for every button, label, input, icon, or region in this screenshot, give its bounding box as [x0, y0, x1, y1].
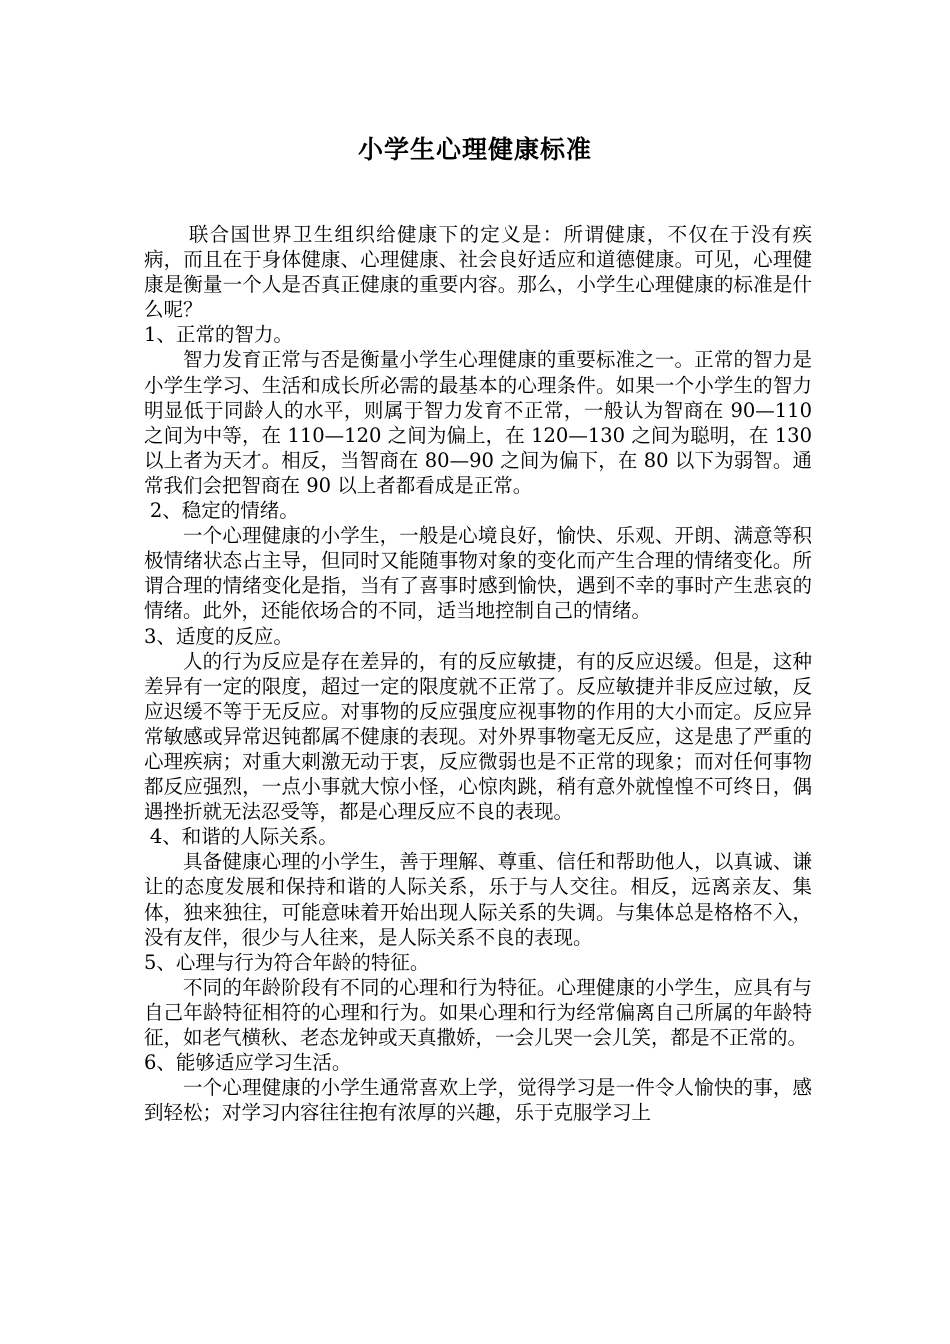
section-heading-4: 4、和谐的人际关系。 — [149, 825, 338, 849]
section-heading-5: 5、心理与行为符合年龄的特征。 — [144, 950, 430, 974]
section-paragraph-1: 智力发育正常与否是衡量小学生心理健康的重要标准之一。正常的智力是小学生学习、生活和成长所必需的最基本的心理条件。如果一个小学生的智力明显低于同龄人的水平，则属于智力发育不正常，一般认为智商在 90—110 之间为中等，在 110—120 之间为偏上，在 120—130 之间为聪明，在 130 以上者为天才。相反，当智商在 80—90 之间为偏下，在 80 以下为弱智。通常我们会把智商在 90 以上者都看成是正常。 — [144, 348, 812, 497]
section-paragraph-3: 人的行为反应是存在差异的，有的反应敏捷，有的反应迟缓。但是，这种差异有一定的限度，超过一定的限度就不正常了。反应敏捷并非反应过敏，反应迟缓不等于无反应。对事物的反应强度应视事物的作用的大小而定。反应异常敏感或异常迟钝都属不健康的表现。对外界事物毫无反应，这是患了严重的心理疾病；对重大刺激无动于衷，反应微弱也是不正常的现象；而对任何事物都反应强烈，一点小事就大惊小怪，心惊肉跳，稍有意外就惶惶不可终日，偶遇挫折就无法忍受等，都是心理反应不良的表现。 — [144, 649, 812, 824]
intro-paragraph: 联合国世界卫生组织给健康下的定义是：所谓健康，不仅在于没有疾病，而且在于身体健康、心理健康、社会良好适应和道德健康。可见，心理健康是衡量一个人是否真正健康的重要内容。那么，小学生心理健康的标准是什么呢？ — [144, 223, 812, 322]
section-paragraph-4: 具备健康心理的小学生，善于理解、尊重、信任和帮助他人，以真诚、谦让的态度发展和保持和谐的人际关系，乐于与人交往。相反，远离亲友、集体，独来独往，可能意味着开始出现人际关系的失调。与集体总是格格不入，没有友伴，很少与人往来，是人际关系不良的表现。 — [144, 850, 812, 949]
document-body — [144, 222, 812, 1125]
section-heading-2: 2、稳定的情绪。 — [149, 499, 299, 523]
section-paragraph-6: 一个心理健康的小学生通常喜欢上学，觉得学习是一件令人愉快的事，感到轻松；对学习内容往往抱有浓厚的兴趣，乐于克服学习上 — [144, 1076, 812, 1125]
section-heading-1: 1、正常的智力。 — [144, 323, 293, 347]
section-paragraph-2: 一个心理健康的小学生，一般是心境良好，愉快、乐观、开朗、满意等积极情绪状态占主导，但同时又能随事物对象的变化而产生合理的情绪变化。所谓合理的情绪变化是指，当有了喜事时感到愉快，遇到不幸的事时产生悲哀的情绪。此外，还能依场合的不同，适当地控制自己的情绪。 — [144, 524, 812, 623]
section-paragraph-5: 不同的年龄阶段有不同的心理和行为特征。心理健康的小学生，应具有与自己年龄特征相符的心理和行为。如果心理和行为经常偏离自己所属的年龄特征，如老气横秋、老态龙钟或天真撒娇，一会儿哭一会儿笑，都是不正常的。 — [144, 975, 812, 1049]
document-title: 小学生心理健康标准 — [357, 135, 592, 164]
section-heading-3: 3、适度的反应。 — [144, 624, 293, 648]
section-heading-6: 6、能够适应学习生活。 — [144, 1051, 352, 1075]
